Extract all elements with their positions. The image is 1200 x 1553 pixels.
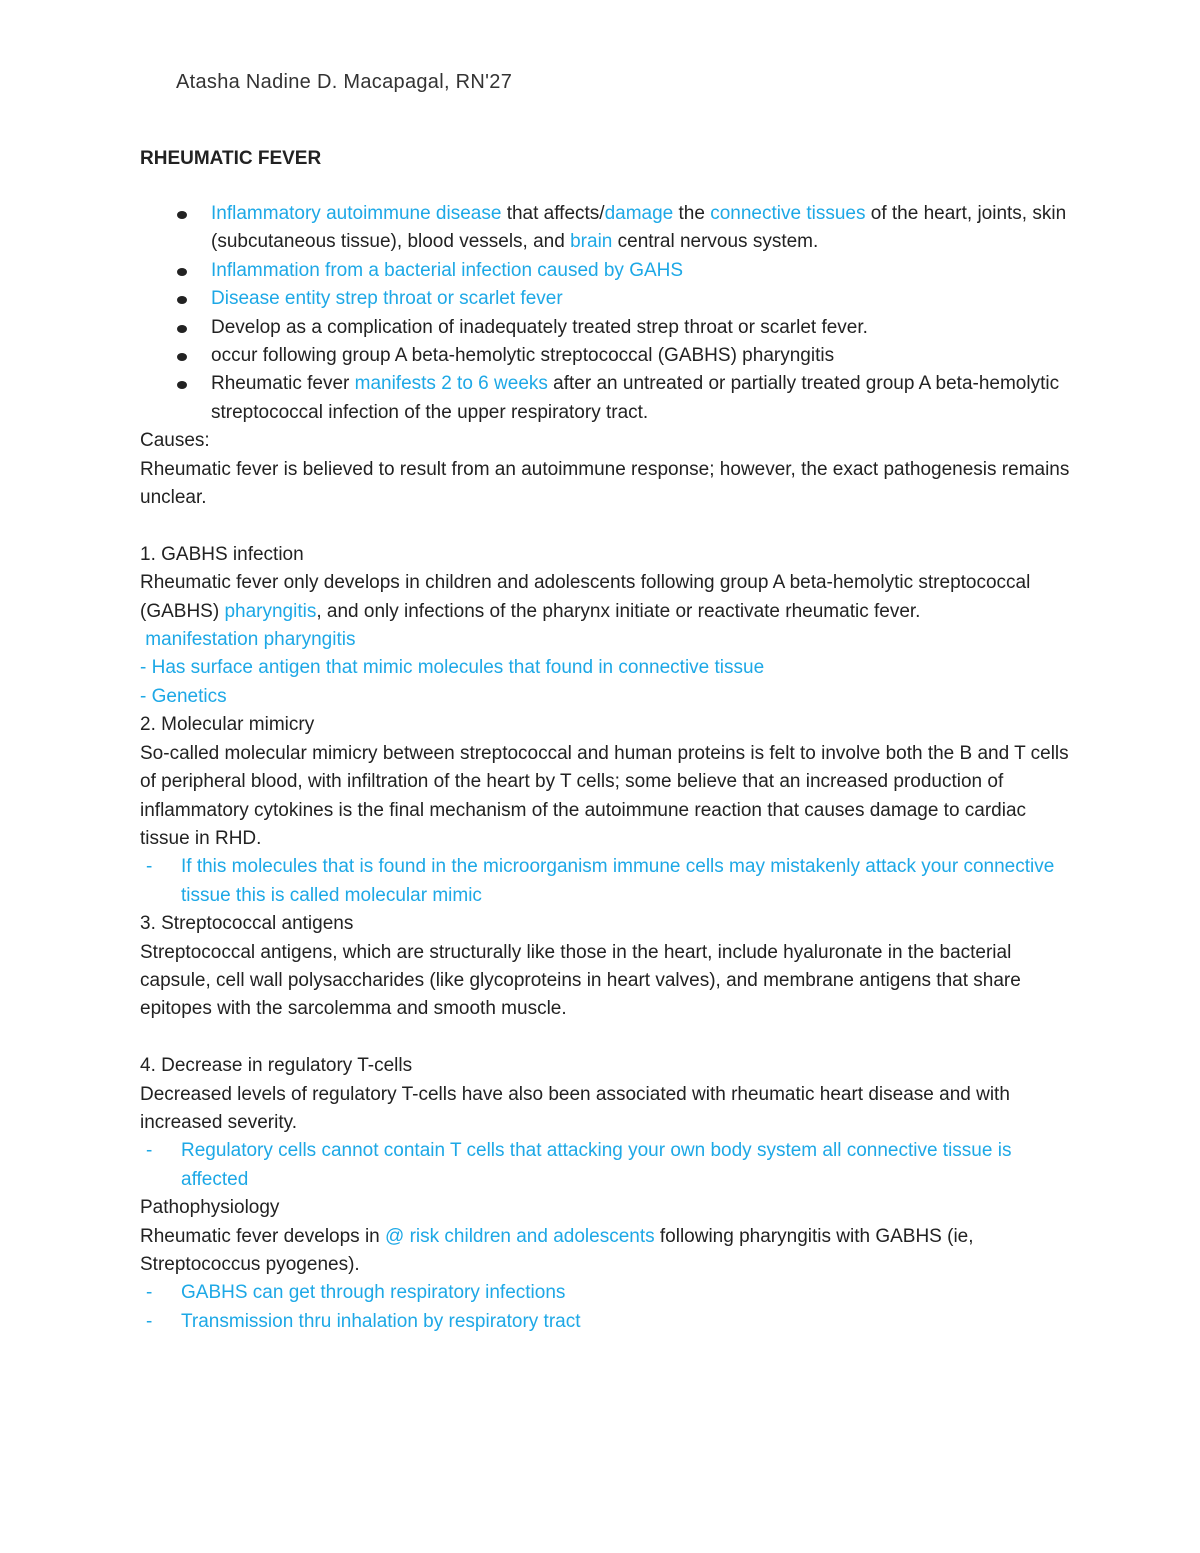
note-line: - Has surface antigen that mimic molecules that found in connective tissue <box>140 657 765 679</box>
section-heading-gabhs: 1. GABHS infection <box>140 543 304 565</box>
document-body <box>140 200 1070 1336</box>
section-text-tcells: Decreased levels of regulatory T-cells have also been associated with rheumatic heart disease and with increased severity. <box>140 1083 1010 1133</box>
section-heading-antigens: 3. Streptococcal antigens <box>140 913 354 935</box>
list-item: Inflammation from a bacterial infection caused by GAHS <box>140 257 1070 285</box>
pathophysiology-text: Rheumatic fever develops in @ risk children and adolescents following pharyngitis with GABHS (ie, Streptococcus pyogenes). <box>140 1225 974 1275</box>
list-item: Develop as a complication of inadequately treated strep throat or scarlet fever. <box>140 314 1070 342</box>
dash-note: - Transmission thru inhalation by respiratory tract <box>146 1310 581 1332</box>
document-title: RHEUMATIC FEVER <box>140 148 322 169</box>
section-text-mimicry: So-called molecular mimicry between streptococcal and human proteins is felt to involve both the B and T cells of peripheral blood, with infiltration of the heart by T cells; some believe that an increased production of inflammatory cytokines is the final mechanism of the autoimmune reaction that causes damage to cardiac tissue in RHD. <box>140 742 1069 849</box>
list-item: Disease entity strep throat or scarlet fever <box>140 285 1070 313</box>
note-line: - Genetics <box>140 685 227 707</box>
section-text-antigens: Streptococcal antigens, which are structurally like those in the heart, include hyaluronate in the bacterial capsule, cell wall polysaccharides (like glycoproteins in heart valves), and membrane antigens that share epitopes with the sarcolemma and smooth muscle. <box>140 941 1021 1020</box>
causes-intro: Rheumatic fever is believed to result from an autoimmune response; however, the exact pathogenesis remains unclear. <box>140 458 1070 509</box>
pathophysiology-heading: Pathophysiology <box>140 1197 280 1219</box>
causes-heading: Causes: <box>140 430 210 452</box>
spacer <box>140 512 1070 540</box>
dash-note: - Regulatory cells cannot contain T cells that attacking your own body system all connective tissue is affected <box>146 1140 1012 1190</box>
list-item: Rheumatic fever manifests 2 to 6 weeks after an untreated or partially treated group A beta-hemolytic streptococcal infection of the upper respiratory tract. <box>140 370 1070 427</box>
section-heading-tcells: 4. Decrease in regulatory T-cells <box>140 1055 413 1077</box>
list-item: occur following group A beta-hemolytic streptococcal (GABHS) pharyngitis <box>140 342 1070 370</box>
section-text-gabhs: Rheumatic fever only develops in children and adolescents following group A beta-hemolytic streptococcal (GABHS) pharyngitis, and only infections of the pharynx initiate or reactivate rheumatic fever. <box>140 572 1031 622</box>
dash-note: - If this molecules that is found in the microorganism immune cells may mistakenly attack your connective tissue this is called molecular mimic <box>146 856 1055 906</box>
dash-note: - GABHS can get through respiratory infections <box>146 1282 566 1304</box>
section-heading-mimicry: 2. Molecular mimicry <box>140 714 315 736</box>
note-line: manifestation pharyngitis <box>140 629 356 651</box>
spacer <box>140 1024 1070 1052</box>
definition-bullet-list <box>140 200 1070 427</box>
author-name: Atasha Nadine D. Macapagal, RN'27 <box>176 71 513 93</box>
list-item: Inflammatory autoimmune disease that affects/damage the connective tissues of the heart, joints, skin (subcutaneous tissue), blood vessels, and brain central nervous system. <box>140 200 1070 257</box>
